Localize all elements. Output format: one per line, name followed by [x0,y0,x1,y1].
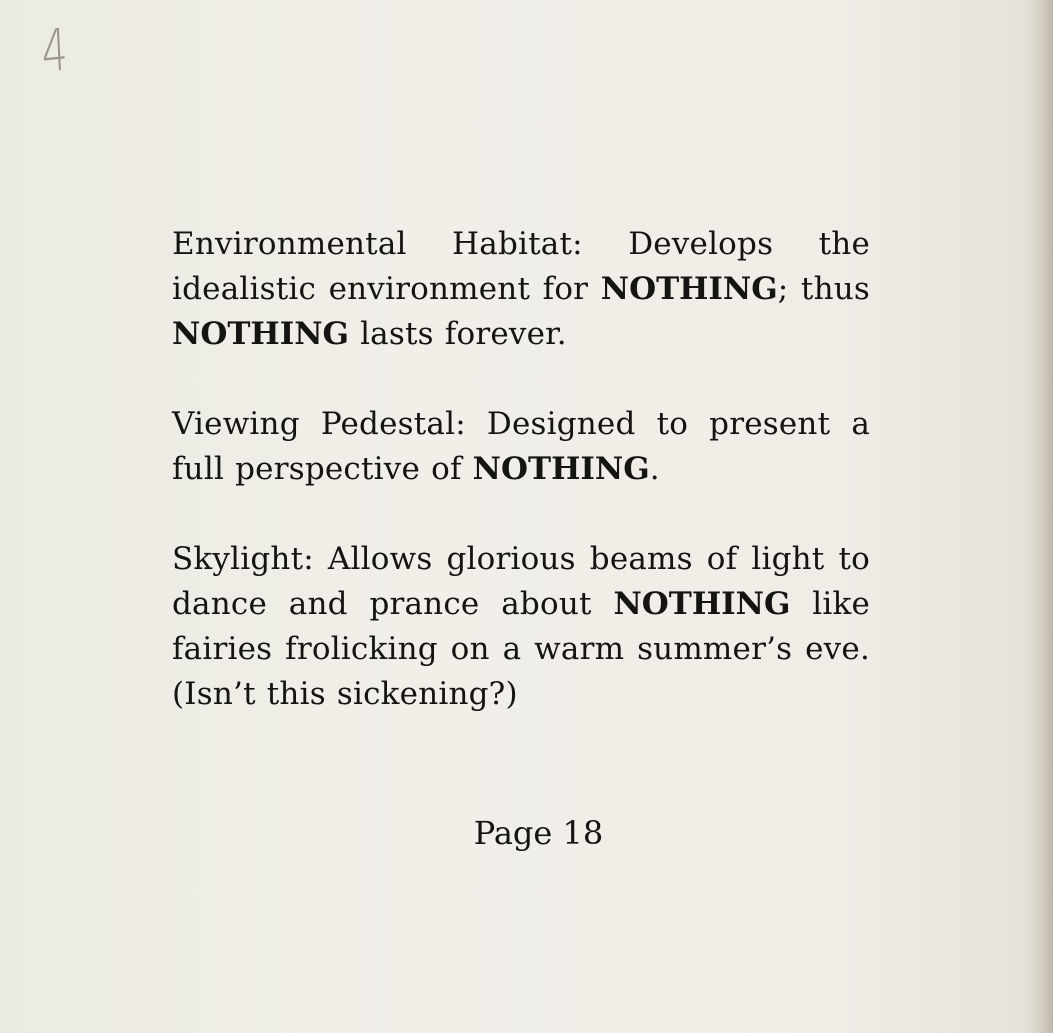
text-segment: Environmental Habitat: Develops the idealistic environment for [172,226,870,307]
text-segment: ; thus [777,271,871,307]
text-segment: Viewing Pedestal: Designed to present a full perspective of [172,406,870,487]
text-segment: . [649,451,660,487]
text-segment: lasts forever. [349,316,567,352]
body-text [172,222,870,717]
page-spine-edge [1027,0,1053,1033]
paragraph-environmental-habitat [172,222,870,357]
pencil-page-mark: 4 [40,15,67,86]
emphasis-nothing: NOTHING [600,271,778,307]
paragraph-skylight [172,537,870,717]
emphasis-nothing: NOTHING [172,316,350,352]
paragraph-viewing-pedestal [172,402,870,492]
page-number: Page 18 [473,814,604,852]
emphasis-nothing: NOTHING [613,586,791,622]
emphasis-nothing: NOTHING [472,451,650,487]
text-segment: Skylight: Allows glorious beams of light to dance and prance about [172,541,870,622]
text-segment: like fairies frolicking on a warm summer’s eve. (Isn’t this sickening?) [172,586,870,712]
